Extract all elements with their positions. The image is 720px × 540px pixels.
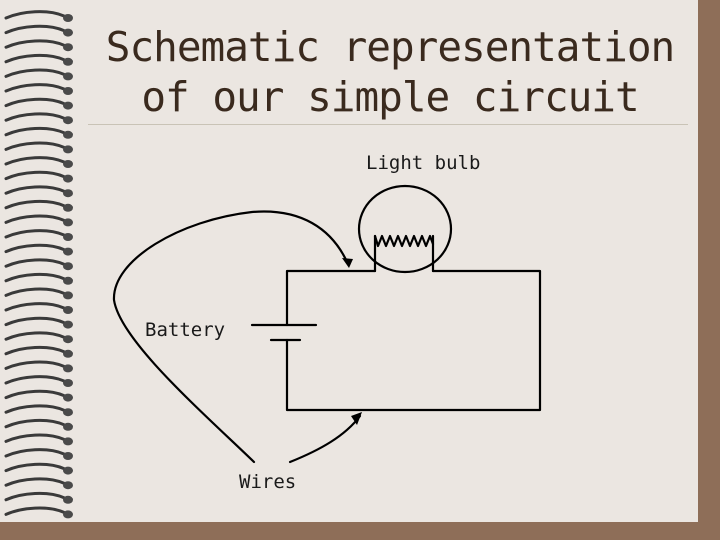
title-line-2: of our simple circuit xyxy=(141,73,639,121)
battery-label: Battery xyxy=(145,319,226,341)
arrowhead xyxy=(342,258,353,268)
circuit-wire xyxy=(287,271,375,325)
pointer-curve xyxy=(290,416,360,462)
title-line-1: Schematic representation xyxy=(105,23,675,71)
light-bulb-label: Light bulb xyxy=(366,152,481,174)
light-bulb-glass xyxy=(359,186,451,272)
bulb-filament xyxy=(375,236,433,246)
circuit-wire xyxy=(287,271,540,410)
wires-label: Wires xyxy=(239,471,297,493)
